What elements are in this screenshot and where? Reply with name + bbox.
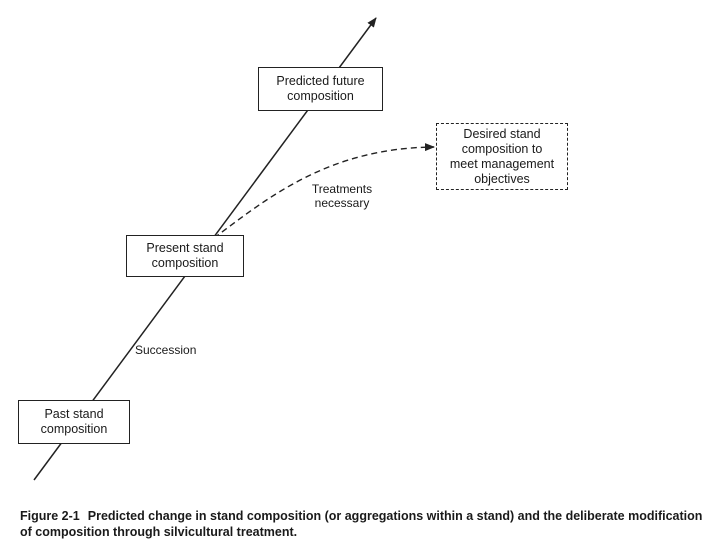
present-composition-box: Present stand composition (126, 235, 244, 277)
succession-label: Succession (135, 343, 197, 357)
future-composition-box: Predicted future composition (258, 67, 383, 111)
desired-composition-box: Desired stand composition to meet management objectives (436, 123, 568, 190)
caption-text: Predicted change in stand composition (or aggregations within a stand) and the deliberate modification of composition through silvicultural treatment. (20, 509, 703, 539)
past-composition-box: Past stand composition (18, 400, 130, 444)
figure-number: Figure 2-1 (20, 509, 80, 523)
treatments-label: Treatments necessary (311, 182, 373, 210)
figure-caption (20, 508, 710, 540)
